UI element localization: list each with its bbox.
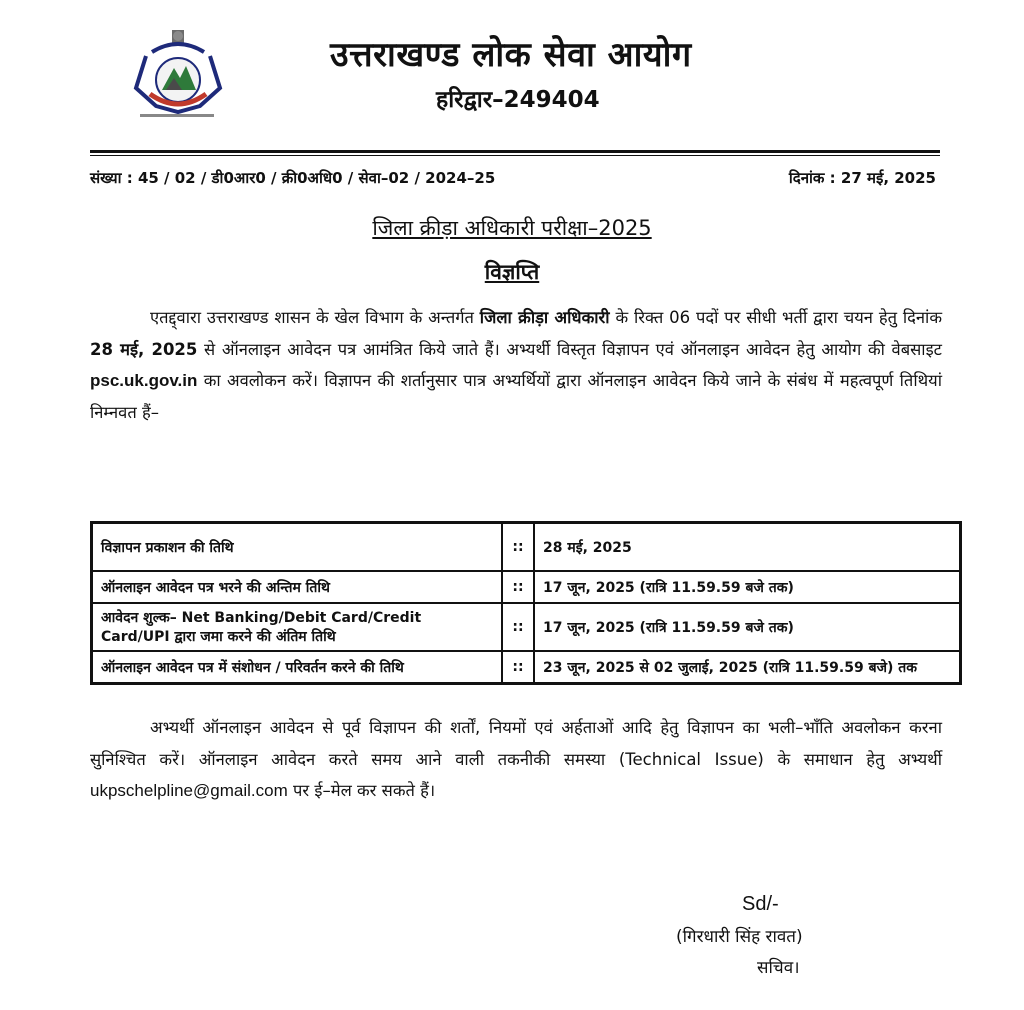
header-divider-thin [90,155,940,156]
instruction-text-1: अभ्यर्थी ऑनलाइन आवेदन से पूर्व विज्ञापन की शर्तों, नियमों एवं अर्हताओं आदि हेतु विज्ञापन का भली–भाँति अवलोकन करना सुनिश्चित करें। ऑनलाइन आवेदन करते समय आने वाली तकनीकी समस्या (Technical Issue) के समाधान हेतु अभ्यर्थी [90,718,942,769]
header-divider [90,150,940,153]
intro-text-2: के रिक्त 06 पदों पर सीधी भर्ती द्वारा चयन हेतु दिनांक [615,308,942,327]
date-label: आवेदन शुल्क– Net Banking/Debit Card/Credit Card/UPI द्वारा जमा करने की अंतिम तिथि [92,603,502,651]
intro-text-4: का अवलोकन करें। विज्ञापन की शर्तानुसार पात्र अभ्यर्थियों द्वारा ऑनलाइन आवेदन किये जाने के संबंध में महत्वपूर्ण तिथियां निम्नवत हैं– [90,371,943,422]
intro-paragraph [90,302,942,428]
instruction-paragraph [90,712,942,807]
table-row [92,651,960,683]
instruction-text-2: पर ई–मेल कर सकते हैं। [292,781,436,800]
start-date: 28 मई, 2025 [90,339,198,359]
commission-logo [122,28,232,120]
date-value: 17 जून, 2025 (रात्रि 11.59.59 बजे तक) [534,603,960,651]
separator: :: [502,523,534,571]
intro-text-1: एतद्द्वारा उत्तराखण्ड शासन के खेल विभाग के अन्तर्गत [150,308,474,327]
organization-name: उत्तराखण्ड लोक सेवा आयोग [330,35,692,75]
table-row [92,523,960,571]
notice-heading: विज्ञप्ति [484,260,540,284]
notice-date: दिनांक : 27 मई, 2025 [788,169,936,187]
date-label: विज्ञापन प्रकाशन की तिथि [92,523,502,571]
separator: :: [502,571,534,603]
intro-text-3: से ऑनलाइन आवेदन पत्र आमंत्रित किये जाते हैं। अभ्यर्थी विस्तृत विज्ञापन एवं ऑनलाइन आवेदन हेतु आयोग की वेबसाइट [204,339,942,359]
website-link[interactable]: psc.uk.gov.in [90,371,198,390]
helpline-email-link[interactable]: ukpschelpline@gmail.com [90,781,288,800]
post-name: जिला क्रीड़ा अधिकारी [479,308,610,327]
signature-mark: Sd/- [742,893,779,915]
date-value: 28 मई, 2025 [534,523,960,571]
important-dates-table [90,521,962,685]
organization-address: हरिद्वार–249404 [436,87,600,113]
table-row [92,603,960,651]
separator: :: [502,651,534,683]
date-label: ऑनलाइन आवेदन पत्र भरने की अन्तिम तिथि [92,571,502,603]
signatory-name: (गिरधारी सिंह रावत) [676,927,803,947]
date-value: 23 जून, 2025 से 02 जुलाई, 2025 (रात्रि 11.59.59 बजे) तक [534,651,960,683]
separator: :: [502,603,534,651]
date-value: 17 जून, 2025 (रात्रि 11.59.59 बजे तक) [534,571,960,603]
table-row [92,571,960,603]
subject-heading: जिला क्रीड़ा अधिकारी परीक्षा–2025 [372,216,652,240]
date-label: ऑनलाइन आवेदन पत्र में संशोधन / परिवर्तन करने की तिथि [92,651,502,683]
reference-number: संख्या : 45 / 02 / डी0आर0 / क्री0अधि0 / सेवा–02 / 2024–25 [90,169,496,187]
signatory-title: सचिव। [757,958,800,978]
